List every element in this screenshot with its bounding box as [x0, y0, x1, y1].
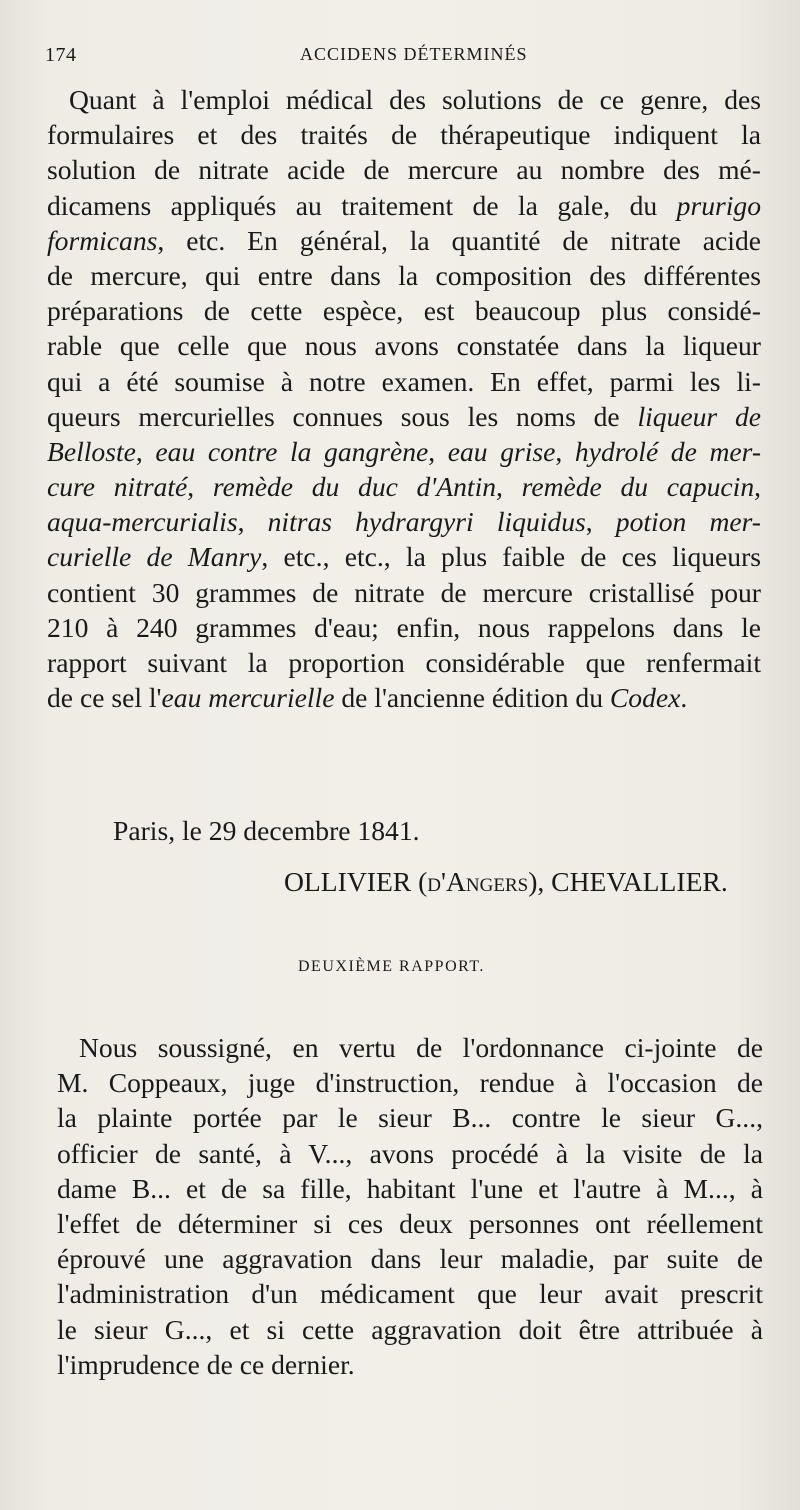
- signatories: OLLIVIER (d'Angers), CHEVALLIER.: [284, 866, 728, 897]
- page-header: [45, 44, 745, 74]
- text-line: 210 à 240 grammes d'eau; enfin, nous rappelons dans le: [47, 611, 761, 643]
- text-line: formulaires et des traités de thérapeutique indiquent la: [47, 119, 761, 151]
- paragraph-accidents: [47, 82, 761, 715]
- text-line: la plainte portée par le sieur B... contre le sieur G...,: [57, 1102, 763, 1134]
- text-line: Nous soussigné, en vertu de l'ordonnance ci-jointe de: [79, 1032, 763, 1063]
- text-line: de mercure, qui entre dans la composition des différentes: [47, 259, 761, 291]
- text-line: queurs mercurielles connues sous les noms de liqueur de: [47, 400, 761, 432]
- text-line: l'effet de déterminer si ces deux personnes ont réellement: [57, 1207, 763, 1239]
- section-heading: DEUXIÈME RAPPORT.: [298, 958, 485, 975]
- text-line: solution de nitrate acide de mercure au nombre des mé-: [47, 154, 761, 186]
- text-line: aqua-mercurialis, nitras hydrargyri liquidus, potion mer-: [47, 506, 761, 538]
- text-line: rapport suivant la proportion considérable que renfermait: [47, 647, 761, 678]
- text-line: préparations de cette espèce, est beaucoup plus considé-: [47, 295, 761, 327]
- page-number: 174: [45, 44, 77, 66]
- text-line: le sieur G..., et si cette aggravation doit être attribuée à: [57, 1313, 763, 1345]
- paragraph-second-report: [57, 1030, 763, 1382]
- date-line: Paris, le 29 decembre 1841.: [113, 815, 420, 846]
- text-line: dame B... et de sa fille, habitant l'une et l'autre à M..., à: [57, 1172, 763, 1204]
- text-line: qui a été soumise à notre examen. En effet, parmi les li-: [47, 365, 761, 397]
- text-line: l'administration d'un médicament que leur avait prescrit: [57, 1278, 763, 1310]
- running-title: ACCIDENS DÉTERMINÉS: [300, 44, 528, 64]
- text-line: de ce sel l'eau mercurielle de l'ancienne édition du Codex.: [47, 682, 688, 714]
- text-line: officier de santé, à V..., avons procédé à la visite de la: [57, 1137, 763, 1169]
- text-line: cure nitraté, remède du duc d'Antin, remède du capucin,: [47, 471, 762, 503]
- text-line: contient 30 grammes de nitrate de mercure cristallisé pour: [47, 576, 761, 608]
- text-line: formicans, etc. En général, la quantité de nitrate acide: [47, 224, 761, 256]
- text-line: l'imprudence de ce dernier.: [57, 1348, 355, 1380]
- text-line: M. Coppeaux, juge d'instruction, rendue à l'occasion de: [57, 1067, 763, 1099]
- text-line: Quant à l'emploi médical des solutions de ce genre, des: [69, 84, 761, 115]
- text-line: éprouvé une aggravation dans leur maladie, par suite de: [57, 1243, 763, 1275]
- text-line: Belloste, eau contre la gangrène, eau grise, hydrolé de mer-: [47, 435, 762, 467]
- text-line: dicamens appliqués au traitement de la gale, du prurigo: [47, 189, 761, 221]
- text-line: rable que celle que nous avons constatée dans la liqueur: [47, 330, 761, 362]
- text-line: curielle de Manry, etc., etc., la plus faible de ces liqueurs: [47, 541, 762, 573]
